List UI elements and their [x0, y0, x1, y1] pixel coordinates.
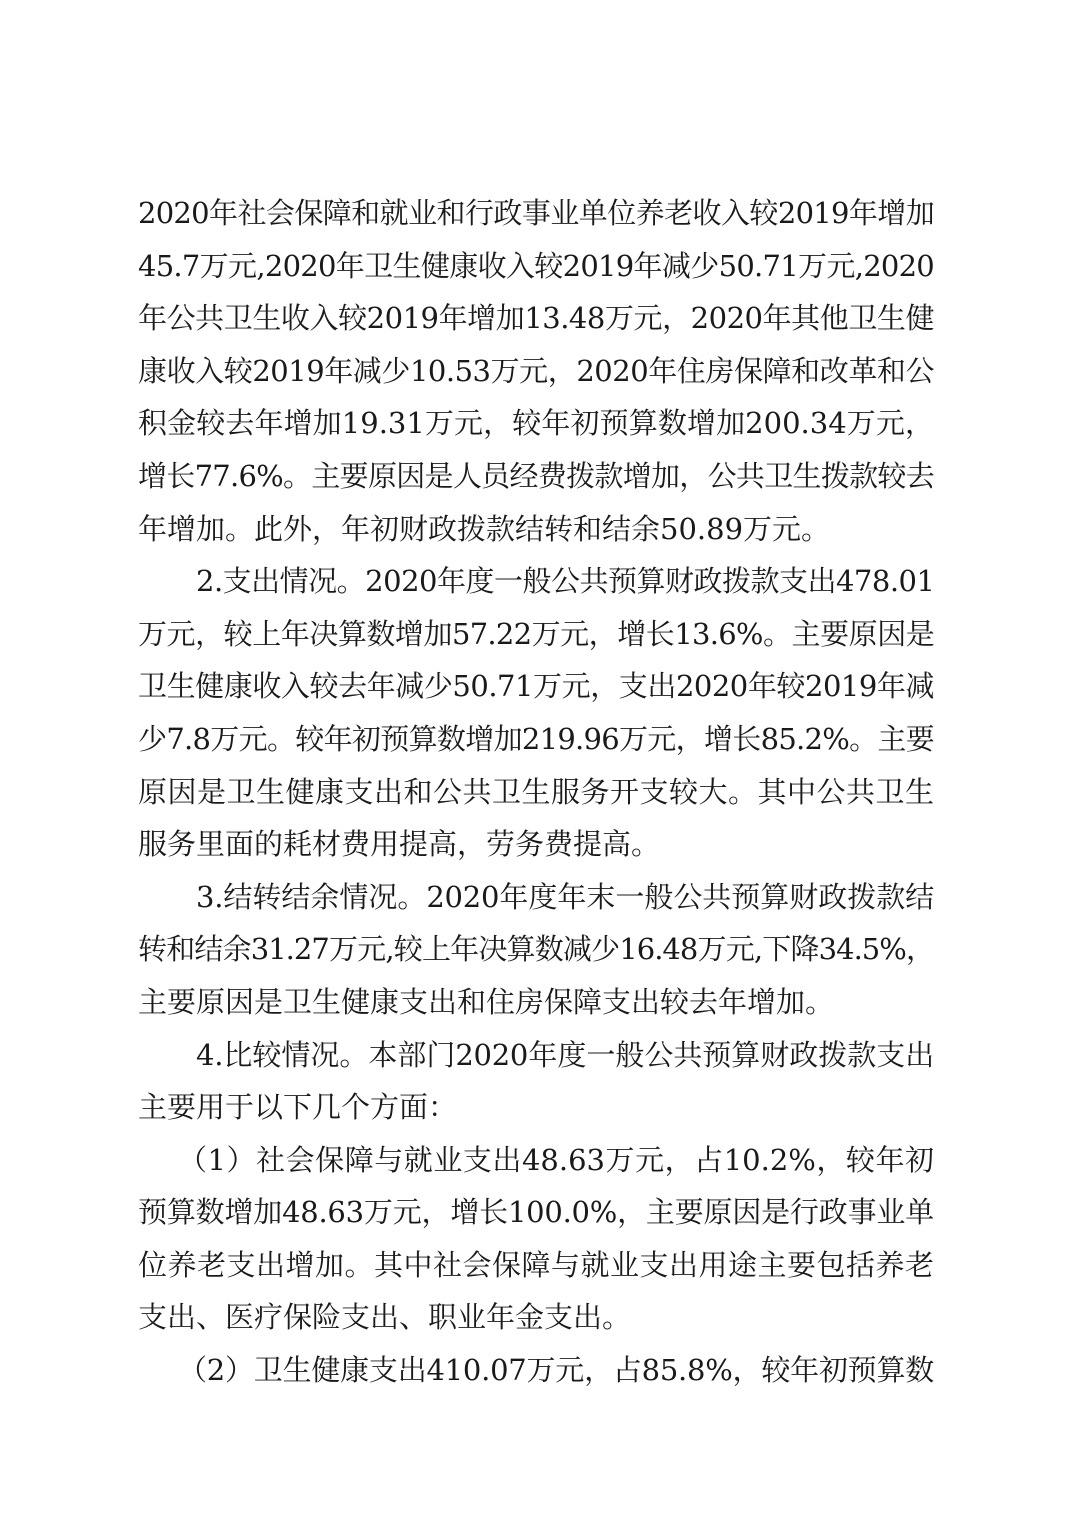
paragraph-start-line: 4.比较情况。本部门2020年度一般公共预算财政拨款支出 — [196, 1037, 934, 1072]
text-line: 年公共卫生收入较2019年增加13.48万元，2020年其他卫生健 — [138, 301, 934, 336]
paragraph-start-line: 2.支出情况。2020年度一般公共预算财政拨款支出478.01 — [196, 564, 934, 599]
text-line: 45.7万元,2020年卫生健康收入较2019年减少50.71万元,2020 — [138, 248, 934, 283]
text-line: 积金较去年增加19.31万元，较年初预算数增加200.34万元， — [138, 406, 934, 441]
text-line: 万元，较上年决算数增加57.22万元，增长13.6%。主要原因是 — [138, 616, 934, 651]
text-line: 转和结余31.27万元,较上年决算数减少16.48万元,下降34.5%， — [138, 932, 934, 967]
paragraph-start-line: （2）卫生健康支出410.07万元，占85.8%，较年初预算数 — [178, 1353, 934, 1388]
text-line: 服务里面的耗材费用提高，劳务费提高。 — [138, 827, 661, 862]
text-line: 年增加。此外，年初财政拨款结转和结余50.89万元。 — [138, 511, 831, 546]
text-line: 预算数增加48.63万元，增长100.0%，主要原因是行政事业单 — [138, 1195, 934, 1230]
text-line: 增长77.6%。主要原因是人员经费拨款增加，公共卫生拨款较去 — [138, 458, 934, 493]
body-text — [138, 187, 934, 1397]
text-line: 支出、医疗保险支出、职业年金支出。 — [138, 1300, 632, 1335]
text-line: 少7.8万元。较年初预算数增加219.96万元，增长85.2%。主要 — [138, 721, 934, 756]
text-line: 卫生健康收入较去年减少50.71万元，支出2020年较2019年减 — [138, 669, 934, 704]
paragraph-start-line: （1）社会保障与就业支出48.63万元，占10.2%，较年初 — [178, 1142, 934, 1177]
text-line: 原因是卫生健康支出和公共卫生服务开支较大。其中公共卫生 — [138, 774, 934, 809]
text-line: 主要原因是卫生健康支出和住房保障支出较去年增加。 — [138, 984, 835, 1019]
text-line: 康收入较2019年减少10.53万元，2020年住房保障和改革和公 — [138, 353, 934, 388]
text-line: 位养老支出增加。其中社会保障与就业支出用途主要包括养老 — [138, 1247, 934, 1282]
text-line: 2020年社会保障和就业和行政事业单位养老收入较2019年增加 — [138, 196, 934, 230]
paragraph-start-line: 3.结转结余情况。2020年度年末一般公共预算财政拨款结 — [196, 879, 934, 914]
text-line: 主要用于以下几个方面： — [138, 1090, 458, 1125]
